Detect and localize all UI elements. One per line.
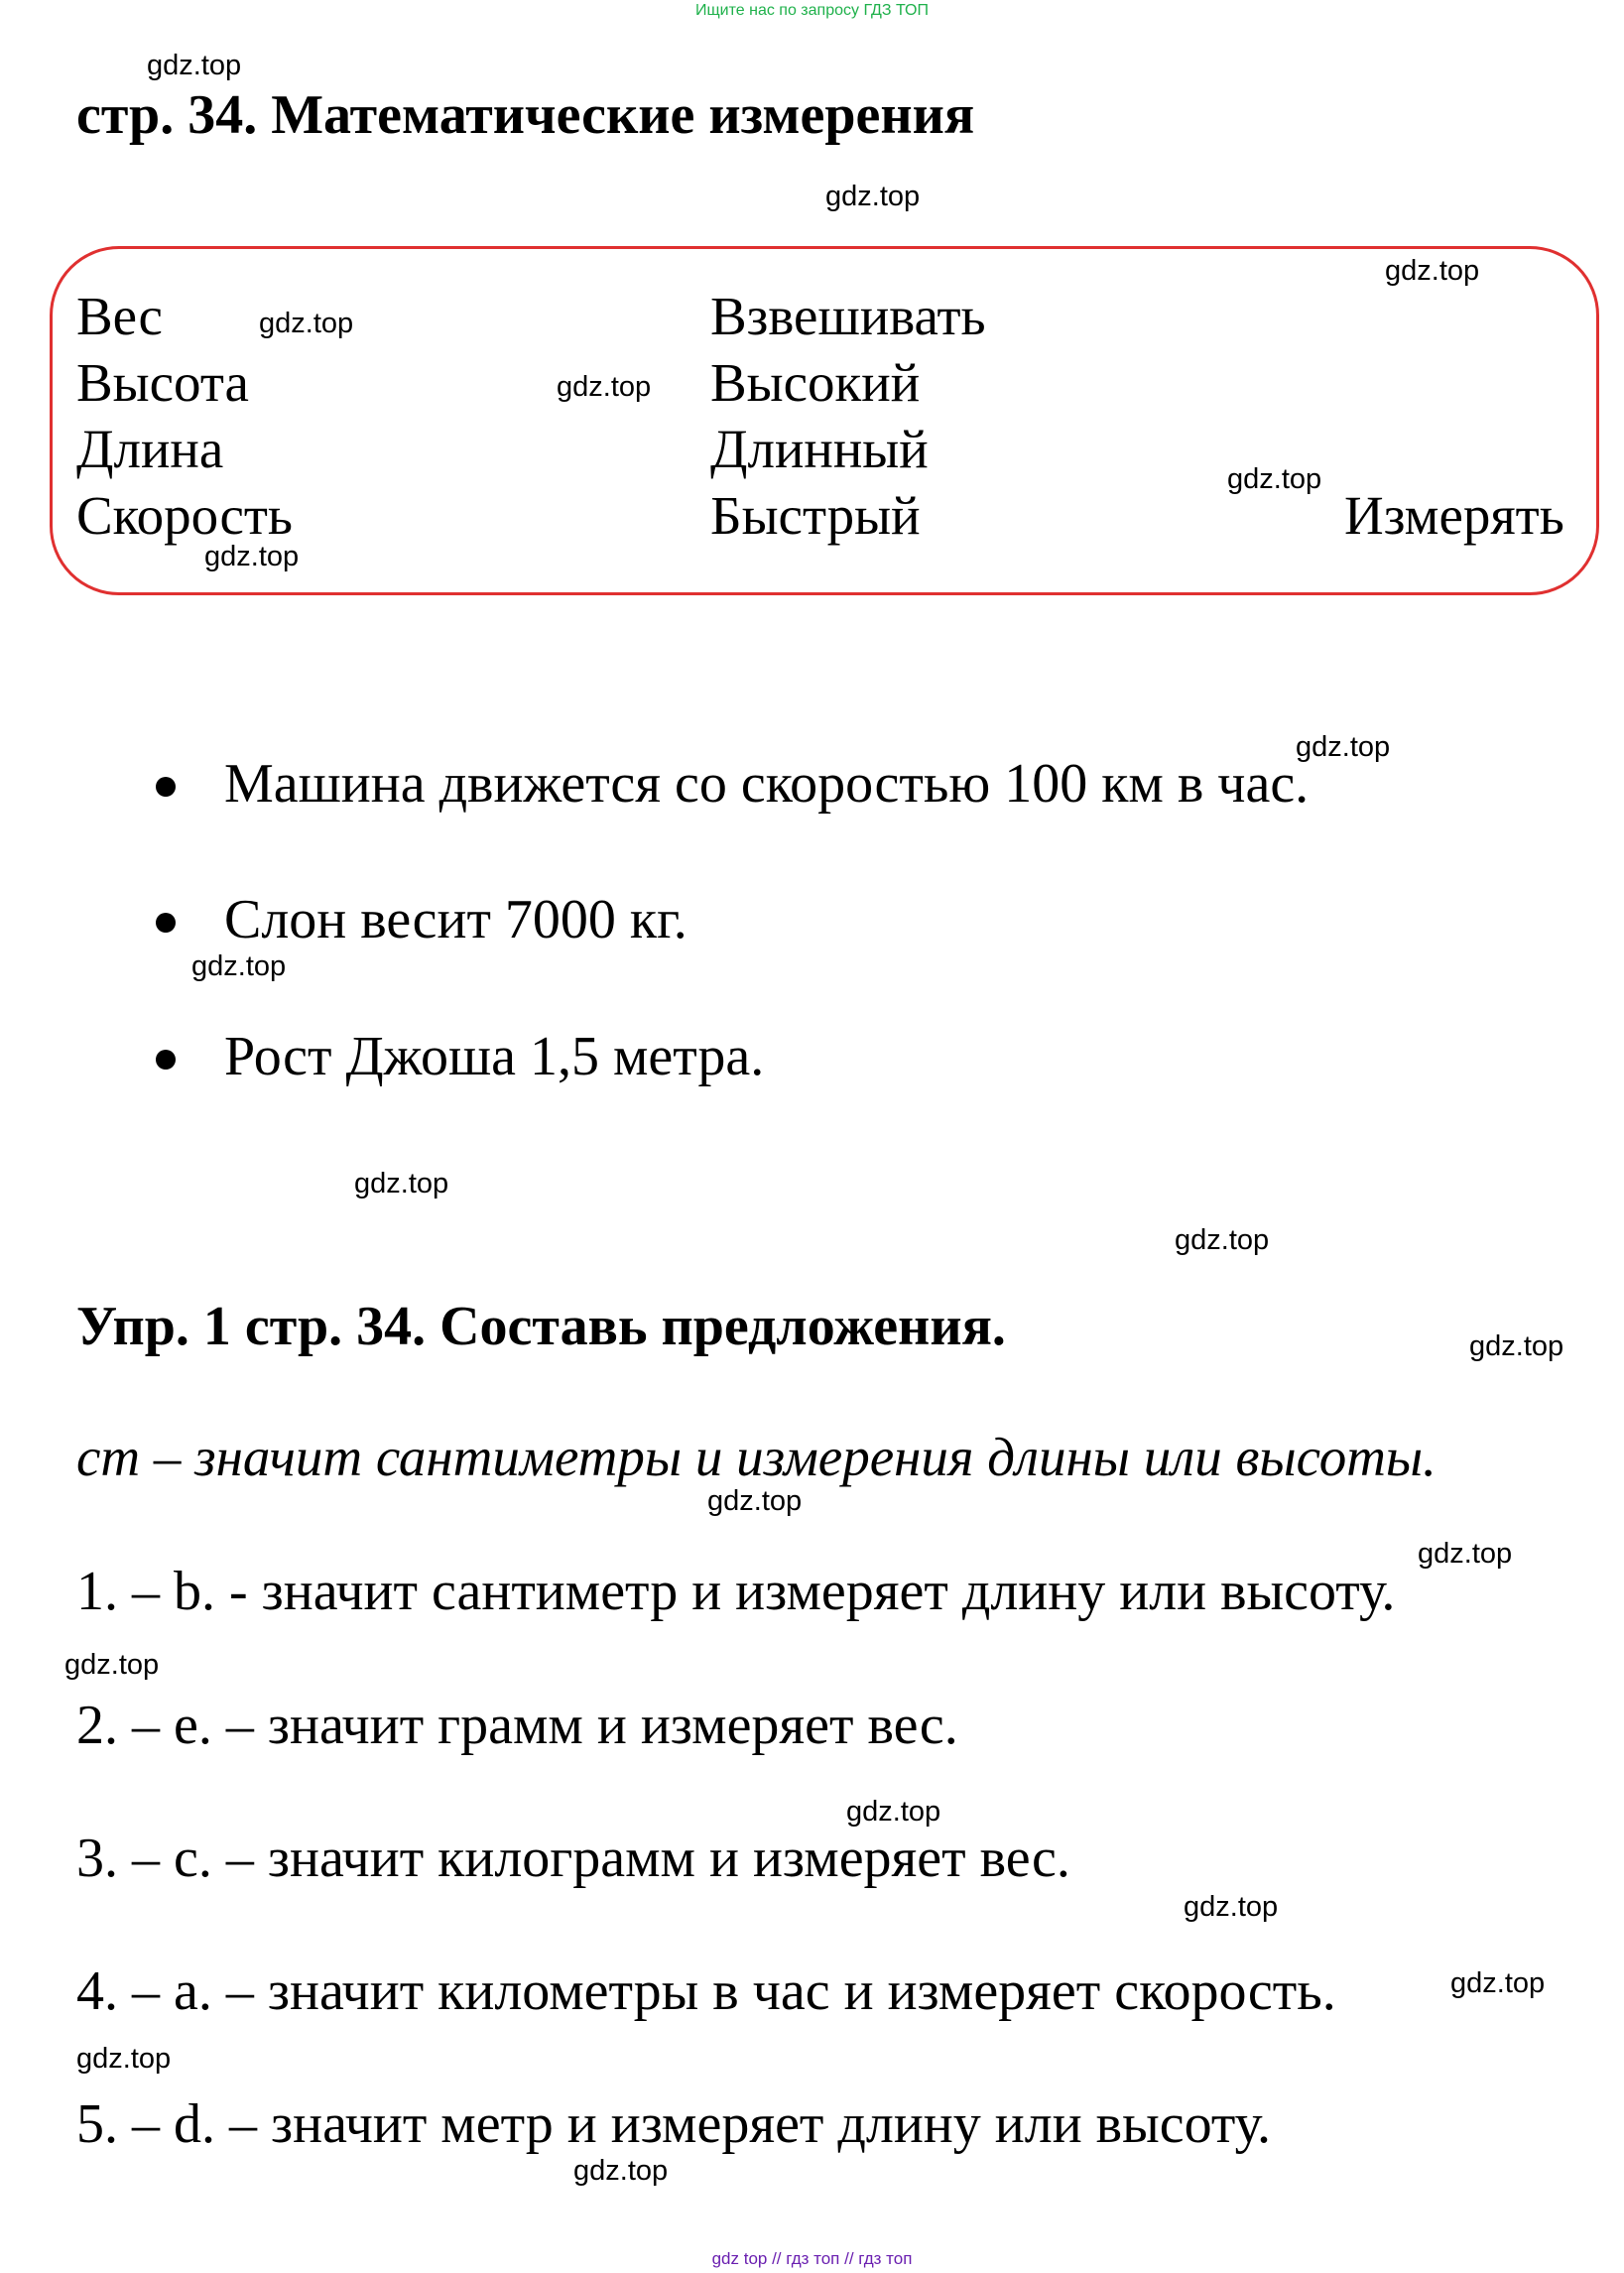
word-middle-1: Взвешивать <box>710 286 986 346</box>
section2-intro: cm – значит сантиметры и измерения длины или высоты. <box>76 1427 1437 1487</box>
answer-4: 4. – a. – значит километры в час и измеряет скорость. <box>76 1960 1336 2022</box>
watermark: gdz.top <box>846 1796 941 1828</box>
word-left-3: Длина <box>76 419 224 479</box>
section2-title: Упр. 1 стр. 34. Составь предложения. <box>76 1296 1006 1357</box>
answer-3: 3. – c. – значит килограмм и измеряет вес. <box>76 1828 1070 1889</box>
watermark: gdz.top <box>204 541 300 572</box>
answer-5: 5. – d. – значит метр и измеряет длину или высоту. <box>76 2093 1271 2155</box>
answer-2: 2. – e. – значит грамм и измеряет вес. <box>76 1695 958 1756</box>
word-middle-4: Быстрый <box>710 485 921 546</box>
sentence-1: Машина движется со скоростью 100 км в час. <box>224 753 1310 815</box>
watermark: gdz.top <box>1296 731 1391 763</box>
watermark: gdz.top <box>64 1649 160 1681</box>
top-banner: Ищите нас по запросу ГДЗ ТОП <box>695 2 929 19</box>
watermark: gdz.top <box>191 950 287 982</box>
answer-1: 1. – b. - значит сантиметр и измеряет длину или высоту. <box>76 1561 1396 1622</box>
watermark: gdz.top <box>1227 463 1322 495</box>
bullet-dot-2 <box>156 913 176 933</box>
word-middle-3: Длинный <box>710 419 929 479</box>
watermark: gdz.top <box>557 371 652 403</box>
watermark: gdz.top <box>573 2155 669 2187</box>
watermark: gdz.top <box>1469 1330 1564 1362</box>
sentence-2: Слон весит 7000 кг. <box>224 889 687 950</box>
footer-bar: gdz top // гдз топ // гдз топ <box>711 2249 913 2268</box>
section1-title: стр. 34. Математические измерения <box>76 84 975 146</box>
bullet-dot-1 <box>156 777 176 797</box>
watermark: gdz.top <box>354 1168 449 1200</box>
watermark: gdz.top <box>1175 1224 1270 1256</box>
word-left-2: Высота <box>76 352 249 413</box>
watermark: gdz.top <box>1418 1538 1513 1570</box>
watermark: gdz.top <box>1184 1891 1279 1923</box>
bullet-dot-3 <box>156 1050 176 1070</box>
watermark: gdz.top <box>259 308 354 339</box>
watermark: gdz.top <box>1385 255 1480 287</box>
watermark: gdz.top <box>825 181 921 212</box>
word-right: Измерять <box>1344 485 1564 546</box>
word-left-4: Скорость <box>76 485 294 546</box>
watermark: gdz.top <box>707 1485 803 1517</box>
watermark: gdz.top <box>147 50 242 81</box>
watermark: gdz.top <box>76 2043 172 2075</box>
sentence-3: Рост Джоша 1,5 метра. <box>224 1026 765 1087</box>
watermark: gdz.top <box>1450 1967 1546 1999</box>
word-middle-2: Высокий <box>710 352 921 413</box>
word-left-1: Вес <box>76 286 163 346</box>
